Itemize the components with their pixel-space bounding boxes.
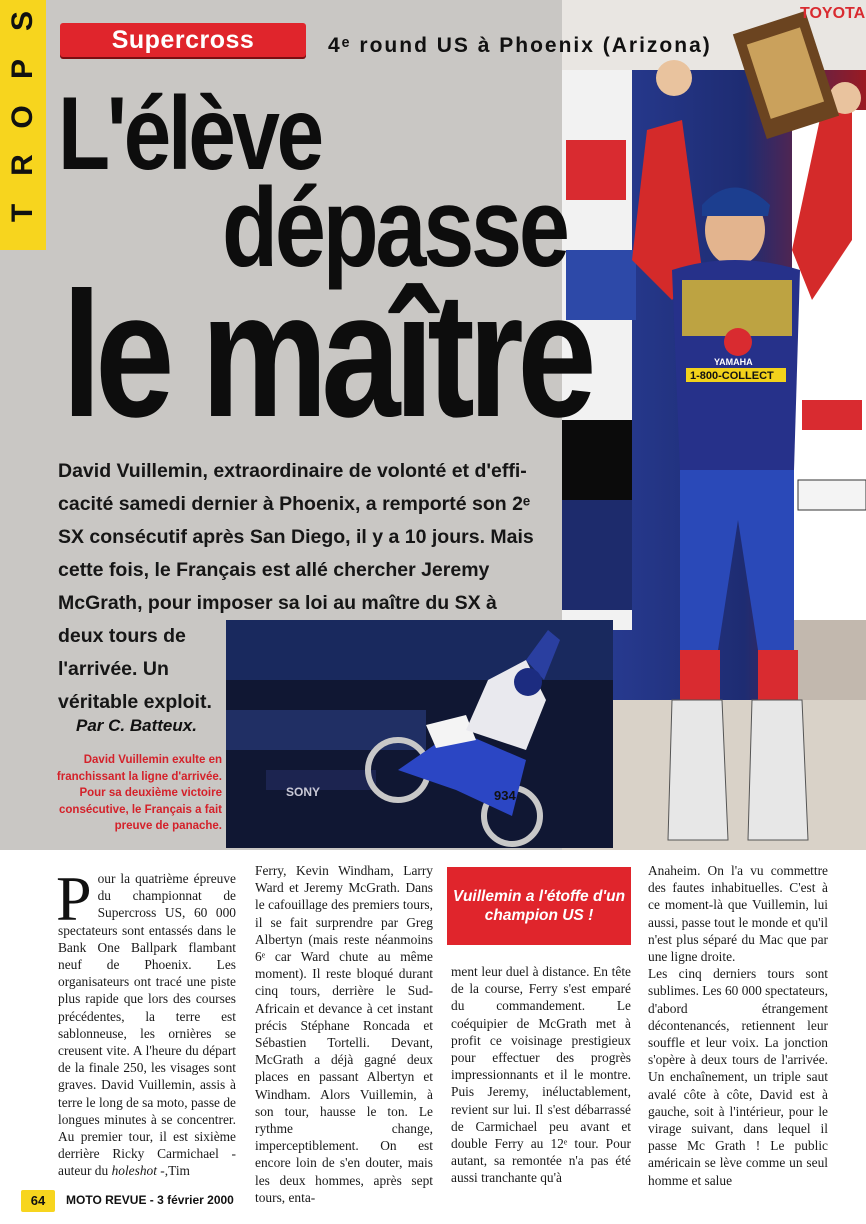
lead-line: SX consécutif après San Diego, il y a 10 jours. Mais <box>58 526 534 548</box>
byline: Par C. Batteux. <box>76 716 197 735</box>
lead-line: McGrath, pour imposer sa loi au maître du SX à <box>58 592 497 614</box>
body-text: ment leur duel à distance. En tête de la course, Ferry s'est emparé du commandement. Le coéquipier de McGrath met à profit ce voisinage prestigieux pour effectuer des progrès impressionnants et il le montre. Puis Jeremy, inéluctablement, revient sur lui. Il s'est débarrassé de Carmichael peu avant et double Ferry au 12ᵉ tour. Pour autant, sa remontée n'a pas été aussi tranchante qu'à <box>451 964 631 1186</box>
photo-caption: David Vuillemin exulte en franchissant la ligne d'arrivée. Pour sa deuxième victoire consécutive, le Français a fait preuve de panache. <box>56 754 222 832</box>
headline-line-1: L'élève <box>58 76 321 192</box>
body-text: Anaheim. On l'a vu commettre des fautes inhabituelles. C'est à ce moment-là que Vuillemin, lui aussi, passe tout le monde et qu'il n'est plus séparé du Mac que par une ligne droite. <box>648 863 828 965</box>
body-column-3 <box>451 963 631 1187</box>
headline-line-3: le maître <box>62 255 591 454</box>
section-strip <box>0 0 46 250</box>
section-letter: R <box>6 154 39 176</box>
body-column-4 <box>648 862 828 1189</box>
race-illustration <box>226 620 613 848</box>
page-number: 64 <box>21 1190 55 1212</box>
section-letter: O <box>6 105 39 129</box>
lead-line: cette fois, le Français est allé chercher Jeremy <box>58 559 490 581</box>
lead-line: deux tours de <box>58 625 186 647</box>
body-italic: holeshot <box>111 1163 157 1179</box>
lead-line: cacité samedi dernier à Phoenix, a remporté son 2ᵉ <box>58 493 531 515</box>
race-photo <box>226 620 613 848</box>
section-letter: P <box>6 59 39 80</box>
sponsor-text: TOYOTA <box>800 5 866 22</box>
number-plate-text: 1-800-COLLECT <box>690 370 774 382</box>
lead-line: véritable exploit. <box>58 691 212 713</box>
section-letter: S <box>6 11 39 32</box>
lead-line: David Vuillemin, extraordinaire de volonté et d'effi- <box>58 460 527 482</box>
body-text: -,Tim <box>156 1163 190 1179</box>
body-column-2 <box>255 862 433 1206</box>
sony-banner: SONY <box>286 785 321 799</box>
section-letter: T <box>6 203 39 223</box>
pull-quote-text: Vuillemin a l'étoffe d'un champion US ! <box>452 888 626 924</box>
footer-text: MOTO REVUE - 3 février 2000 <box>66 1193 234 1207</box>
body-column-1 <box>56 863 236 1180</box>
body-text: Ferry, Kevin Windham, Larry Ward et Jeremy McGrath. Dans le cafouillage des premiers tours, il se fait surprendre par Greg Albertyn (mais reste néanmoins 6ᵉ car Ward chute au même moment). Il reste bloqué durant cinq tours, derrière le Sud-Africain et devance à cet instant précis Stéphane Roncada et Sébastien Tortelli. Devant, McGrath a déjà gagné deux places en passant Albertyn et Windham. Alors Vuillemin, à son tour, hausse le ton. Le rythme change, imperceptiblement. On est encore loin de s'en douter, mais les deux hommes, après sept tours, enta- <box>255 863 433 1205</box>
pull-quote <box>447 867 631 945</box>
body-text: Les cinq derniers tours sont sublimes. Les 60 000 spectateurs, d'abord étrangement décontenancés, retiennent leur souffle et leur voix. La jonction s'opère à deux tours de l'arrivée. Un enchaînement, un triple saut avalé côte à côte, David est à gauche, soit à l'intérieur, pour le virage suivant, dans lequel il passe Mc Grath ! Le public américain se lève comme un seul homme et salue <box>648 966 828 1188</box>
category-tag: Supercross <box>60 23 306 57</box>
brand-text: YAMAHA <box>714 357 753 367</box>
lead-line: l'arrivée. Un <box>58 658 169 680</box>
race-number: 934 <box>494 788 516 803</box>
article-subtitle: 4ᵉ round US à Phoenix (Arizona) <box>328 34 712 57</box>
drop-cap: P <box>56 863 92 934</box>
headline-line-2: dépasse <box>222 165 567 290</box>
body-text: our la quatrième épreuve du championnat de Supercross US, 60 000 spectateurs sont entassés dans le Bank One Ballpark flambant neuf de Phoenix. Les organisateurs ont tracé une piste plus rapide que lors des courses précédentes, la terre est sablonneuse, les ornières se creusent vite. A l'heure du départ de la finale 250, les visages sont graves. David Vuillemin, assis à terre le long de sa moto, passe de longues minutes à se concentrer. Au premier tour, il est sixième derrière Ricky Carmichael - auteur du <box>58 871 236 1179</box>
